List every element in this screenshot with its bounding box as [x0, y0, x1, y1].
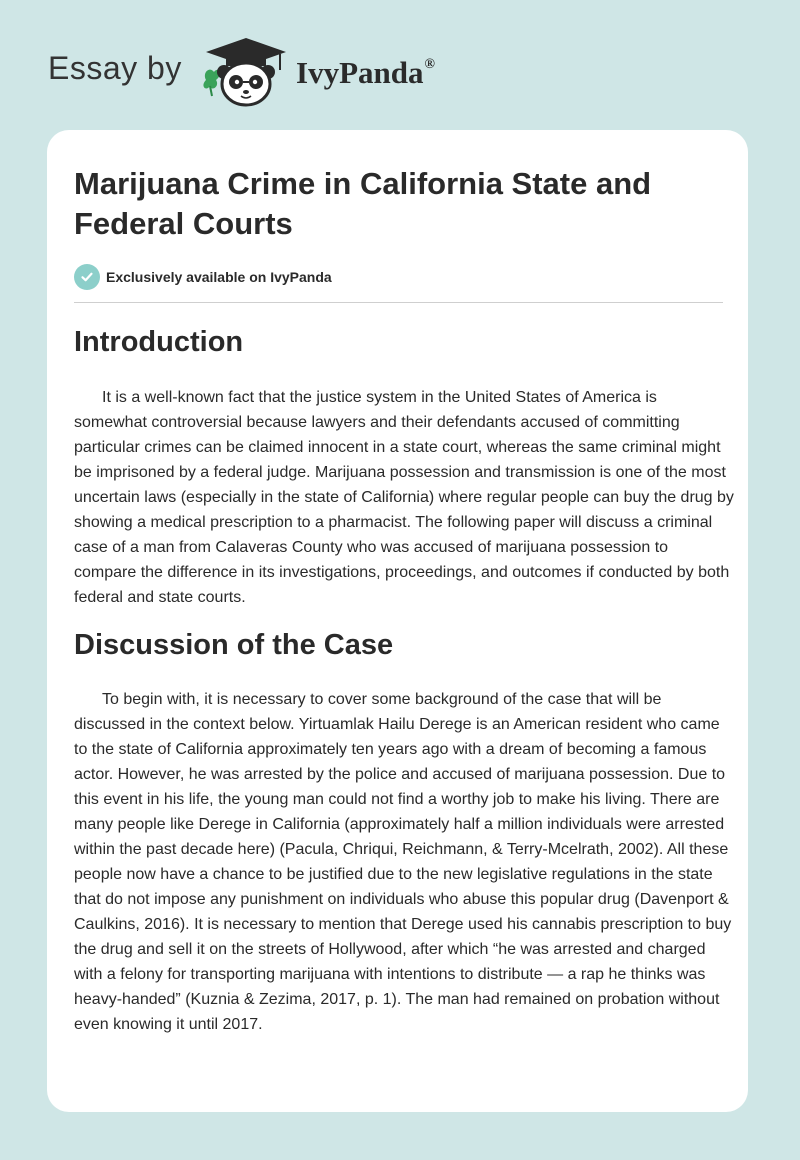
badge-text: Exclusively available on IvyPanda [106, 269, 332, 285]
divider [74, 302, 723, 303]
registered-mark: ® [424, 56, 435, 72]
check-icon [74, 264, 100, 290]
panda-graduate-icon[interactable] [200, 36, 292, 108]
section-heading-introduction: Introduction [74, 326, 244, 358]
brand-text: IvyPanda [296, 55, 424, 90]
section-heading-discussion: Discussion of the Case [74, 629, 394, 661]
exclusive-badge [74, 263, 332, 291]
section-paragraph-discussion: To begin with, it is necessary to cover some background of the case that will be discussed in the context below. Yirtuamlak Hailu Derege is an American resident who came to the state of California approximately ten years ago with a dream of becoming a famous actor. However, he was arrested by the police and accused of marijuana possession. Due to this event in his life, the young man could not find a worthy job to make his living. There are many people like Derege in California (approximately half a million individuals were arrested within the past decade here) (Pacula, Chriqui, Reichmann, & Terry-Mcelrath, 2002). All these people now have a chance to be justified due to the new legislative regulations in the state that do not impose any punishment on individuals who abuse this popular drug (Davenport & Caulkins, 2016). It is necessary to mention that Derege used his cannabis prescription to buy the drug and sell it on the streets of Hollywood, after which “he was arrested and charged with a felony for transporting marijuana with intentions to distribute — a rap he thinks was heavy-handed” (Kuznia & Zezima, 2017, p. 1). The man had remained on probation without even knowing it until 2017. [74, 691, 732, 1033]
brand-name[interactable] [296, 55, 435, 91]
essay-by-label: Essay by [48, 50, 182, 86]
essay-card [47, 130, 748, 1112]
section-paragraph-introduction: It is a well-known fact that the justice system in the United States of America is somewhat controversial because lawyers and their defendants accused of committing particular crimes can be claimed innocent in a state court, whereas the same criminal might be imprisoned by a federal judge. Marijuana possession and transmission is one of the most uncertain laws (especially in the state of California) where regular people can buy the drug by showing a medical prescription to a pharmacist. The following paper will discuss a criminal case of a man from Calaveras County who was accused of marijuana possession to compare the difference in its investigations, proceedings, and outcomes if conducted by both federal and state courts. [74, 389, 734, 606]
page-title: Marijuana Crime in California State and Federal Courts [74, 166, 652, 241]
site-header [0, 0, 800, 125]
